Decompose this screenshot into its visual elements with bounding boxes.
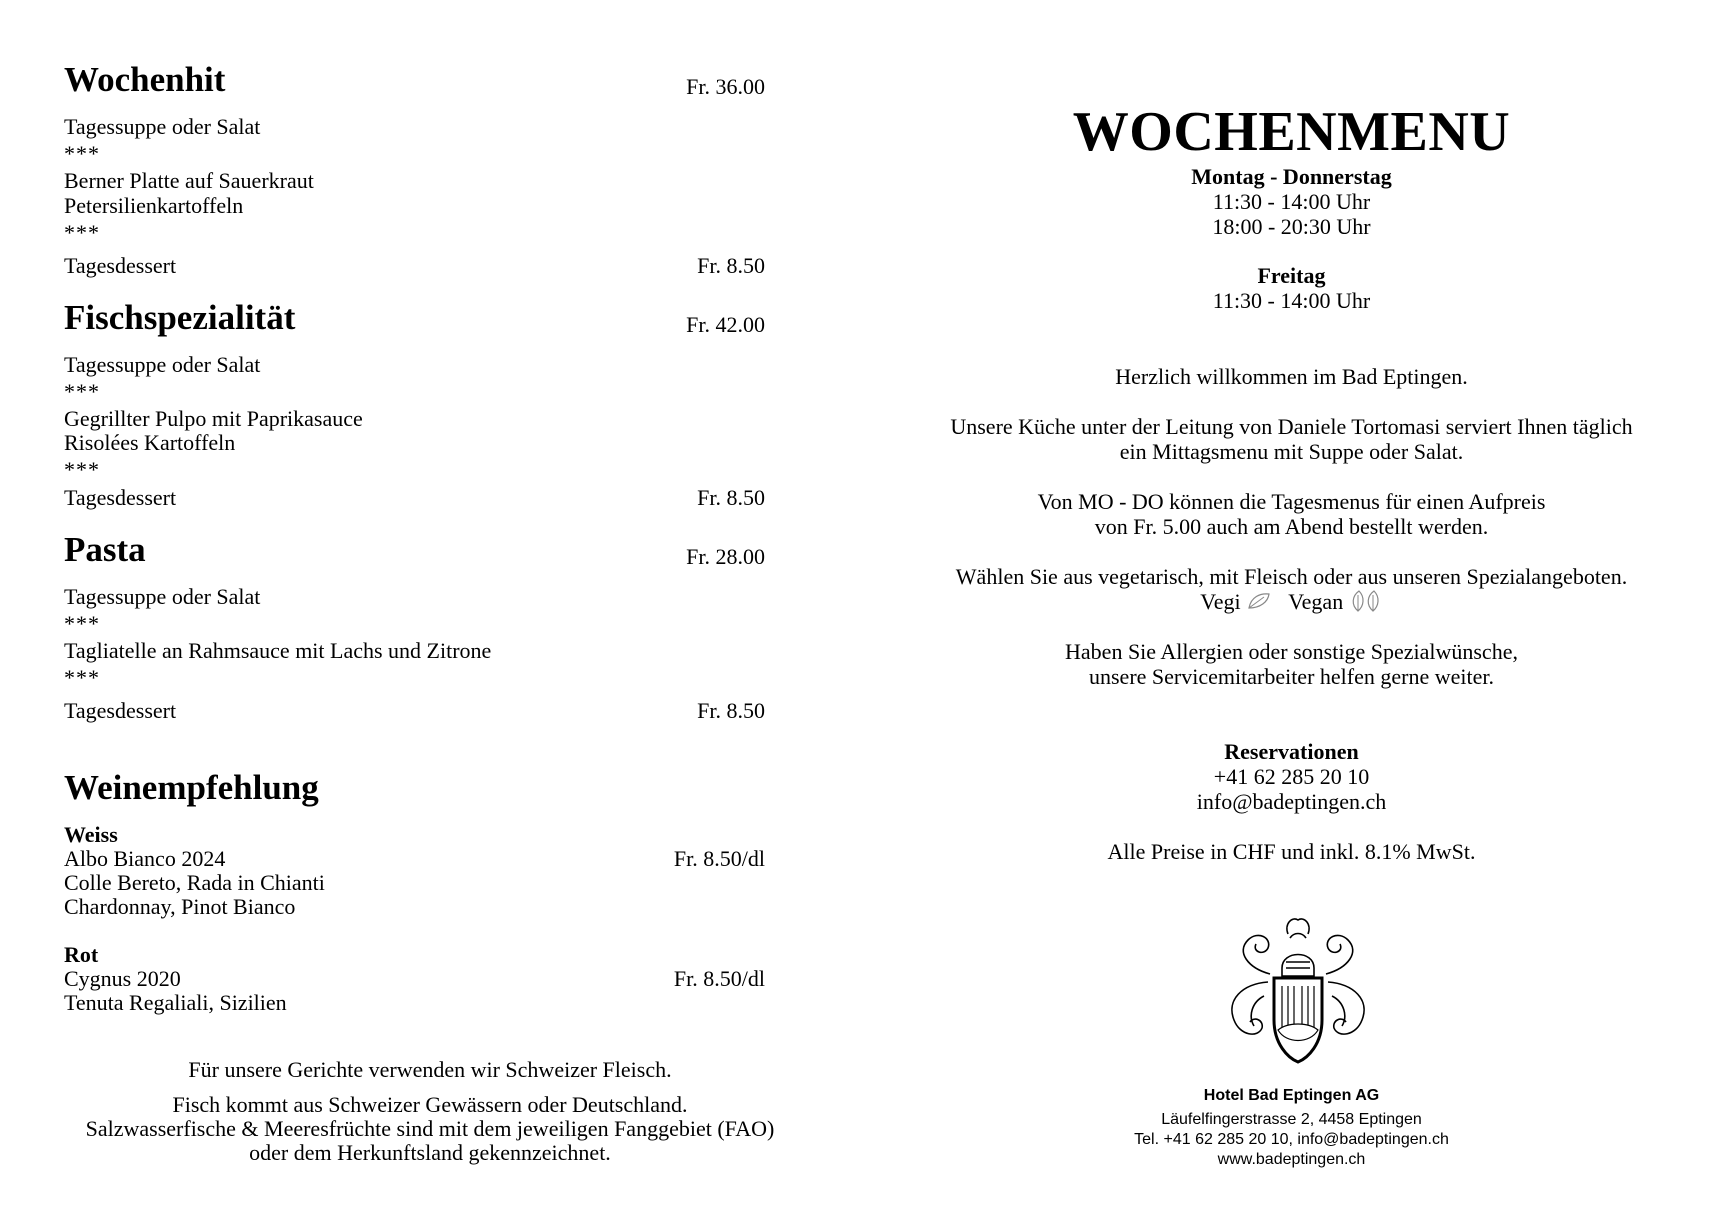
footnote-fish: oder dem Herkunftsland gekennzeichnet. [249,1140,611,1165]
separator: *** [64,611,100,636]
wine-detail: Chardonnay, Pinot Bianco [64,894,296,919]
wine-heading-red: Rot [64,942,99,967]
opening-time: 11:30 - 14:00 Uhr [1212,288,1371,313]
section-title-wochenhit: Wochenhit [64,60,226,99]
menu-item: Tagesdessert [64,253,177,278]
menu-item: Berner Platte auf Sauerkraut [64,168,314,193]
kitchen-text: Unsere Küche unter der Leitung von Daniele Tortomasi serviert Ihnen täglich [950,414,1633,439]
wine-price: Fr. 8.50/dl [673,846,765,871]
menu-item: Tagesdessert [64,698,177,723]
price-wochenhit: Fr. 36.00 [686,74,765,99]
coat-of-arms-logo [1218,912,1378,1072]
allergy-text: Haben Sie Allergien oder sonstige Spezialwünsche, [1065,639,1518,664]
wine-detail: Tenuta Regaliali, Sizilien [64,990,287,1015]
company-contact: Tel. +41 62 285 20 10, info@badeptingen.ch [1134,1131,1449,1148]
vegi-label: Vegi [1200,589,1241,615]
reservations-heading: Reservationen [1224,739,1359,764]
price-pasta: Fr. 28.00 [686,544,765,569]
leaf-icon [1246,591,1272,617]
opening-time: 11:30 - 14:00 Uhr [1212,189,1371,214]
menu-right-column [860,0,1723,1218]
welcome-text: Herzlich willkommen im Bad Eptingen. [1115,364,1468,389]
days-heading: Freitag [1257,263,1326,288]
company-website: www.badeptingen.ch [1217,1151,1366,1168]
wine-price: Fr. 8.50/dl [673,966,765,991]
kitchen-text: ein Mittagsmenu mit Suppe oder Salat. [1119,439,1464,464]
wine-detail: Colle Bereto, Rada in Chianti [64,870,325,895]
section-title-pasta: Pasta [64,530,146,569]
dessert-price: Fr. 8.50 [697,485,765,510]
page-title: WOCHENMENU [1072,101,1511,163]
days-heading: Montag - Donnerstag [1191,164,1392,189]
dessert-price: Fr. 8.50 [697,253,765,278]
reservation-email: info@badeptingen.ch [1196,789,1387,814]
vegan-label: Vegan [1288,589,1344,615]
menu-item: Risolées Kartoffeln [64,430,236,455]
menu-item: Tagliatelle an Rahmsauce mit Lachs und Zitrone [64,638,492,663]
price-fisch: Fr. 42.00 [686,312,765,337]
evening-text: von Fr. 5.00 auch am Abend bestellt werden. [1094,514,1489,539]
wine-heading-white: Weiss [64,822,118,847]
footnote-fish: Fisch kommt aus Schweizer Gewässern oder Deutschland. [172,1092,688,1117]
menu-item: Gegrillter Pulpo mit Paprikasauce [64,406,363,431]
menu-item: Petersilienkartoffeln [64,193,244,218]
footnote-fish: Salzwasserfische & Meeresfrüchte sind mit dem jeweiligen Fanggebiet (FAO) [85,1116,775,1141]
separator: *** [64,379,100,404]
menu-item: Tagessuppe oder Salat [64,114,261,139]
section-title-fisch: Fischspezialität [64,298,296,337]
menu-item: Tagesdessert [64,485,177,510]
separator: *** [64,457,100,482]
separator: *** [64,665,100,690]
diet-legend [860,589,1723,619]
wine-name: Cygnus 2020 [64,966,181,991]
section-title-wine: Weinempfehlung [64,768,319,807]
menu-left-column [0,0,860,1218]
company-name: Hotel Bad Eptingen AG [1203,1087,1380,1104]
prices-note: Alle Preise in CHF und inkl. 8.1% MwSt. [1107,839,1476,864]
evening-text: Von MO - DO können die Tagesmenus für einen Aufpreis [1037,489,1546,514]
wine-name: Albo Bianco 2024 [64,846,226,871]
double-leaf-icon [1349,589,1383,619]
company-address: Läufelfingerstrasse 2, 4458 Eptingen [1161,1111,1422,1128]
menu-item: Tagessuppe oder Salat [64,584,261,609]
menu-item: Tagessuppe oder Salat [64,352,261,377]
opening-time: 18:00 - 20:30 Uhr [1212,214,1371,239]
allergy-text: unsere Servicemitarbeiter helfen gerne weiter. [1089,664,1494,689]
separator: *** [64,141,100,166]
separator: *** [64,220,100,245]
choice-text: Wählen Sie aus vegetarisch, mit Fleisch oder aus unseren Spezialangeboten. [955,564,1628,589]
dessert-price: Fr. 8.50 [697,698,765,723]
footnote-meat: Für unsere Gerichte verwenden wir Schweizer Fleisch. [188,1057,672,1082]
reservation-phone: +41 62 285 20 10 [1213,764,1370,789]
